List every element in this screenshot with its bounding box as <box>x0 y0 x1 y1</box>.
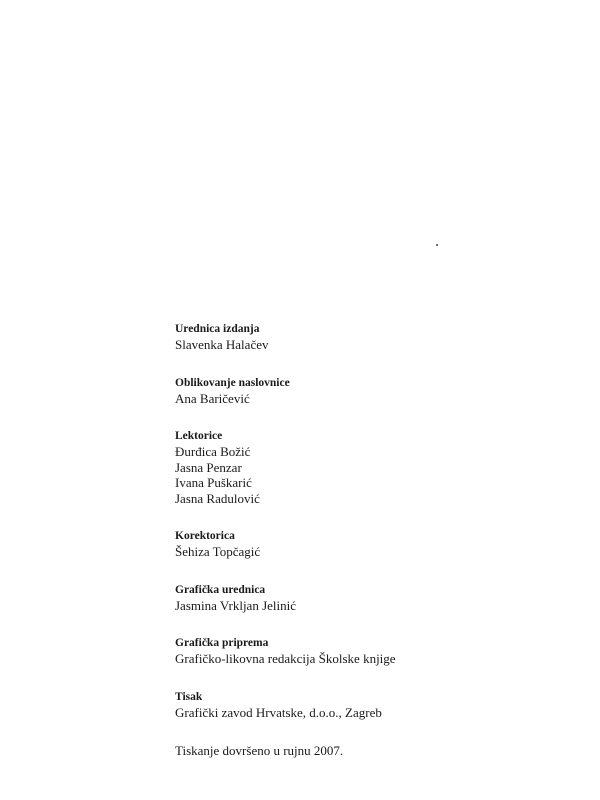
credit-section-proofreaders <box>175 429 555 506</box>
credit-heading: Grafička priprema <box>175 637 269 649</box>
print-speck <box>436 244 438 246</box>
credit-name: Šehiza Topčagić <box>175 544 261 559</box>
credit-section-corrector <box>175 529 555 560</box>
credit-heading: Tisak <box>175 690 203 703</box>
credit-section-graphic-editor <box>175 583 555 614</box>
credit-heading: Lektorice <box>175 430 223 442</box>
credit-name: Ivana Puškarić <box>175 475 252 490</box>
credit-heading: Urednica izdanja <box>175 323 260 335</box>
credit-section-cover-design <box>175 376 555 407</box>
credit-name: Grafički zavod Hrvatske, d.o.o., Zagreb <box>175 704 382 720</box>
credit-section-editor <box>175 322 555 353</box>
credit-section-prepress <box>175 636 555 667</box>
credit-name: Grafičko-likovna redakcija Školske knjige <box>175 651 396 666</box>
credit-name: Jasna Penzar <box>175 459 242 475</box>
credit-name: Đurđica Božić <box>175 444 251 459</box>
credit-heading: Grafička urednica <box>175 583 266 596</box>
credits-block <box>175 322 555 759</box>
credit-name: Jasna Radulović <box>175 490 260 506</box>
credit-name: Jasmina Vrkljan Jelinić <box>175 597 297 613</box>
credit-name: Slavenka Halačev <box>175 337 269 352</box>
credit-name: Ana Baričević <box>175 390 250 406</box>
credit-heading: Oblikovanje naslovnice <box>175 376 290 389</box>
credit-section-printing <box>175 690 555 721</box>
credit-heading: Korektorica <box>175 530 235 542</box>
printing-completed-note: Tiskanje dovršeno u rujnu 2007. <box>175 743 344 758</box>
